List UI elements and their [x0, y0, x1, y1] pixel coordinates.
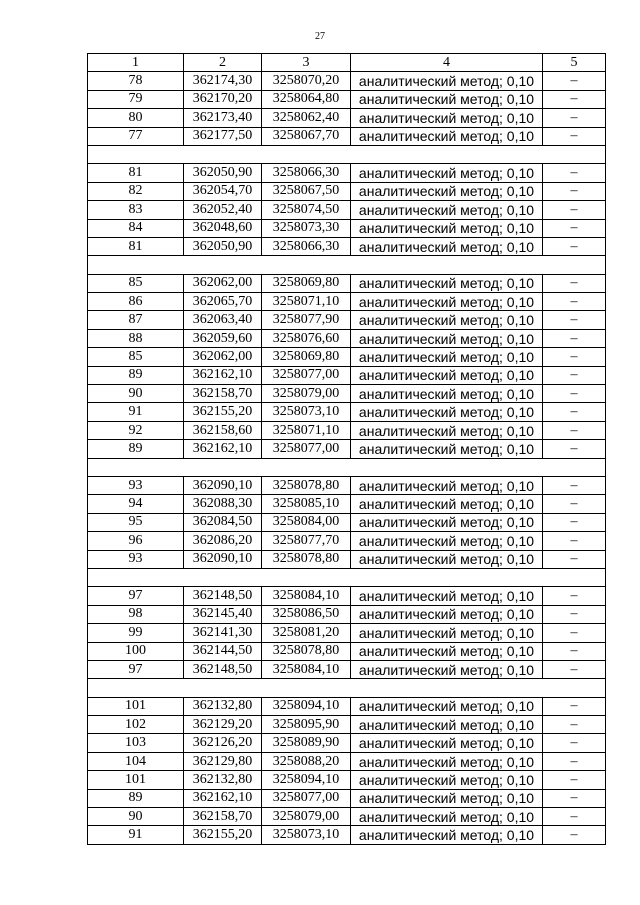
point-number-cell: 85 — [88, 348, 184, 366]
note-cell: – — [543, 697, 606, 715]
y-coordinate-cell: 3258066,30 — [262, 237, 351, 255]
point-number-cell: 97 — [88, 587, 184, 605]
page-number: 27 — [315, 31, 325, 42]
table-row — [88, 72, 606, 90]
method-cell: аналитический метод; 0,10 — [351, 808, 543, 826]
table-row — [88, 771, 606, 789]
point-number-cell: 84 — [88, 219, 184, 237]
y-coordinate-cell: 3258071,10 — [262, 421, 351, 439]
method-cell: аналитический метод; 0,10 — [351, 348, 543, 366]
y-coordinate-cell: 3258078,80 — [262, 476, 351, 494]
y-coordinate-cell: 3258094,10 — [262, 771, 351, 789]
y-coordinate-cell: 3258078,80 — [262, 642, 351, 660]
table-row — [88, 385, 606, 403]
x-coordinate-cell: 362141,30 — [184, 624, 262, 642]
point-number-cell: 80 — [88, 109, 184, 127]
x-coordinate-cell: 362052,40 — [184, 201, 262, 219]
table-row — [88, 734, 606, 752]
point-number-cell: 101 — [88, 771, 184, 789]
group-separator-row — [88, 568, 606, 586]
separator-cell — [88, 458, 606, 476]
method-cell: аналитический метод; 0,10 — [351, 752, 543, 770]
table-row — [88, 90, 606, 108]
x-coordinate-cell: 362063,40 — [184, 311, 262, 329]
point-number-cell: 89 — [88, 440, 184, 458]
note-cell: – — [543, 274, 606, 292]
note-cell: – — [543, 605, 606, 623]
x-coordinate-cell: 362158,60 — [184, 421, 262, 439]
table-row — [88, 403, 606, 421]
method-cell: аналитический метод; 0,10 — [351, 90, 543, 108]
y-coordinate-cell: 3258084,10 — [262, 660, 351, 678]
method-cell: аналитический метод; 0,10 — [351, 532, 543, 550]
point-number-cell: 103 — [88, 734, 184, 752]
x-coordinate-cell: 362148,50 — [184, 587, 262, 605]
x-coordinate-cell: 362162,10 — [184, 366, 262, 384]
table-row — [88, 274, 606, 292]
note-cell: – — [543, 237, 606, 255]
x-coordinate-cell: 362132,80 — [184, 771, 262, 789]
method-cell: аналитический метод; 0,10 — [351, 72, 543, 90]
method-cell: аналитический метод; 0,10 — [351, 734, 543, 752]
x-coordinate-cell: 362170,20 — [184, 90, 262, 108]
group-separator-row — [88, 256, 606, 274]
note-cell: – — [543, 201, 606, 219]
x-coordinate-cell: 362162,10 — [184, 440, 262, 458]
table-row — [88, 532, 606, 550]
point-number-cell: 85 — [88, 274, 184, 292]
note-cell: – — [543, 311, 606, 329]
note-cell: – — [543, 771, 606, 789]
point-number-cell: 96 — [88, 532, 184, 550]
method-cell: аналитический метод; 0,10 — [351, 219, 543, 237]
y-coordinate-cell: 3258086,50 — [262, 605, 351, 623]
x-coordinate-cell: 362173,40 — [184, 109, 262, 127]
point-number-cell: 77 — [88, 127, 184, 145]
x-coordinate-cell: 362174,30 — [184, 72, 262, 90]
method-cell: аналитический метод; 0,10 — [351, 311, 543, 329]
y-coordinate-cell: 3258095,90 — [262, 716, 351, 734]
point-number-cell: 94 — [88, 495, 184, 513]
method-cell: аналитический метод; 0,10 — [351, 697, 543, 715]
method-cell: аналитический метод; 0,10 — [351, 513, 543, 531]
point-number-cell: 101 — [88, 697, 184, 715]
table-row — [88, 293, 606, 311]
y-coordinate-cell: 3258085,10 — [262, 495, 351, 513]
y-coordinate-cell: 3258084,10 — [262, 587, 351, 605]
method-cell: аналитический метод; 0,10 — [351, 789, 543, 807]
method-cell: аналитический метод; 0,10 — [351, 642, 543, 660]
table-row — [88, 587, 606, 605]
table-row — [88, 660, 606, 678]
y-coordinate-cell: 3258070,20 — [262, 72, 351, 90]
y-coordinate-cell: 3258062,40 — [262, 109, 351, 127]
method-cell: аналитический метод; 0,10 — [351, 476, 543, 494]
y-coordinate-cell: 3258077,00 — [262, 789, 351, 807]
note-cell: – — [543, 127, 606, 145]
y-coordinate-cell: 3258078,80 — [262, 550, 351, 568]
note-cell: – — [543, 164, 606, 182]
y-coordinate-cell: 3258077,70 — [262, 532, 351, 550]
note-cell: – — [543, 826, 606, 844]
y-coordinate-cell: 3258076,60 — [262, 329, 351, 347]
x-coordinate-cell: 362132,80 — [184, 697, 262, 715]
point-number-cell: 86 — [88, 293, 184, 311]
separator-cell — [88, 568, 606, 586]
method-cell: аналитический метод; 0,10 — [351, 403, 543, 421]
method-cell: аналитический метод; 0,10 — [351, 587, 543, 605]
note-cell: – — [543, 532, 606, 550]
y-coordinate-cell: 3258079,00 — [262, 808, 351, 826]
method-cell: аналитический метод; 0,10 — [351, 366, 543, 384]
method-cell: аналитический метод; 0,10 — [351, 274, 543, 292]
x-coordinate-cell: 362158,70 — [184, 385, 262, 403]
y-coordinate-cell: 3258081,20 — [262, 624, 351, 642]
table-row — [88, 237, 606, 255]
note-cell: – — [543, 587, 606, 605]
x-coordinate-cell: 362090,10 — [184, 476, 262, 494]
method-cell: аналитический метод; 0,10 — [351, 164, 543, 182]
method-cell: аналитический метод; 0,10 — [351, 329, 543, 347]
note-cell: – — [543, 219, 606, 237]
table-row — [88, 826, 606, 844]
group-separator-row — [88, 679, 606, 697]
point-number-cell: 89 — [88, 366, 184, 384]
x-coordinate-cell: 362050,90 — [184, 237, 262, 255]
note-cell: – — [543, 550, 606, 568]
note-cell: – — [543, 808, 606, 826]
point-number-cell: 98 — [88, 605, 184, 623]
point-number-cell: 91 — [88, 403, 184, 421]
point-number-cell: 90 — [88, 385, 184, 403]
note-cell: – — [543, 109, 606, 127]
y-coordinate-cell: 3258064,80 — [262, 90, 351, 108]
note-cell: – — [543, 329, 606, 347]
table-row — [88, 182, 606, 200]
column-header: 1 — [88, 54, 184, 72]
x-coordinate-cell: 362129,20 — [184, 716, 262, 734]
method-cell: аналитический метод; 0,10 — [351, 440, 543, 458]
point-number-cell: 78 — [88, 72, 184, 90]
point-number-cell: 93 — [88, 476, 184, 494]
y-coordinate-cell: 3258067,70 — [262, 127, 351, 145]
table-row — [88, 550, 606, 568]
x-coordinate-cell: 362050,90 — [184, 164, 262, 182]
method-cell: аналитический метод; 0,10 — [351, 495, 543, 513]
x-coordinate-cell: 362126,20 — [184, 734, 262, 752]
x-coordinate-cell: 362062,00 — [184, 348, 262, 366]
y-coordinate-cell: 3258067,50 — [262, 182, 351, 200]
method-cell: аналитический метод; 0,10 — [351, 550, 543, 568]
point-number-cell: 104 — [88, 752, 184, 770]
method-cell: аналитический метод; 0,10 — [351, 385, 543, 403]
method-cell: аналитический метод; 0,10 — [351, 605, 543, 623]
x-coordinate-cell: 362048,60 — [184, 219, 262, 237]
column-header: 2 — [184, 54, 262, 72]
x-coordinate-cell: 362086,20 — [184, 532, 262, 550]
table-row — [88, 109, 606, 127]
table-row — [88, 697, 606, 715]
point-number-cell: 99 — [88, 624, 184, 642]
y-coordinate-cell: 3258077,00 — [262, 366, 351, 384]
x-coordinate-cell: 362155,20 — [184, 403, 262, 421]
x-coordinate-cell: 362084,50 — [184, 513, 262, 531]
separator-cell — [88, 256, 606, 274]
table-row — [88, 624, 606, 642]
note-cell: – — [543, 90, 606, 108]
x-coordinate-cell: 362062,00 — [184, 274, 262, 292]
y-coordinate-cell: 3258073,10 — [262, 826, 351, 844]
method-cell: аналитический метод; 0,10 — [351, 182, 543, 200]
note-cell: – — [543, 182, 606, 200]
table-row — [88, 476, 606, 494]
y-coordinate-cell: 3258084,00 — [262, 513, 351, 531]
note-cell: – — [543, 72, 606, 90]
note-cell: – — [543, 403, 606, 421]
table-row — [88, 329, 606, 347]
note-cell: – — [543, 421, 606, 439]
method-cell: аналитический метод; 0,10 — [351, 660, 543, 678]
y-coordinate-cell: 3258077,00 — [262, 440, 351, 458]
coordinates-table — [87, 53, 606, 845]
note-cell: – — [543, 716, 606, 734]
x-coordinate-cell: 362065,70 — [184, 293, 262, 311]
method-cell: аналитический метод; 0,10 — [351, 201, 543, 219]
y-coordinate-cell: 3258094,10 — [262, 697, 351, 715]
note-cell: – — [543, 495, 606, 513]
x-coordinate-cell: 362090,10 — [184, 550, 262, 568]
table-body — [88, 72, 606, 844]
table-row — [88, 348, 606, 366]
x-coordinate-cell: 362088,30 — [184, 495, 262, 513]
point-number-cell: 81 — [88, 164, 184, 182]
point-number-cell: 89 — [88, 789, 184, 807]
y-coordinate-cell: 3258069,80 — [262, 274, 351, 292]
x-coordinate-cell: 362145,40 — [184, 605, 262, 623]
x-coordinate-cell: 362177,50 — [184, 127, 262, 145]
method-cell: аналитический метод; 0,10 — [351, 624, 543, 642]
table-row — [88, 808, 606, 826]
x-coordinate-cell: 362162,10 — [184, 789, 262, 807]
x-coordinate-cell: 362148,50 — [184, 660, 262, 678]
note-cell: – — [543, 476, 606, 494]
method-cell: аналитический метод; 0,10 — [351, 237, 543, 255]
x-coordinate-cell: 362144,50 — [184, 642, 262, 660]
point-number-cell: 87 — [88, 311, 184, 329]
point-number-cell: 83 — [88, 201, 184, 219]
group-separator-row — [88, 458, 606, 476]
y-coordinate-cell: 3258073,10 — [262, 403, 351, 421]
method-cell: аналитический метод; 0,10 — [351, 771, 543, 789]
table-row — [88, 201, 606, 219]
point-number-cell: 79 — [88, 90, 184, 108]
note-cell: – — [543, 385, 606, 403]
group-separator-row — [88, 145, 606, 163]
point-number-cell: 95 — [88, 513, 184, 531]
point-number-cell: 97 — [88, 660, 184, 678]
point-number-cell: 100 — [88, 642, 184, 660]
y-coordinate-cell: 3258088,20 — [262, 752, 351, 770]
separator-cell — [88, 145, 606, 163]
point-number-cell: 91 — [88, 826, 184, 844]
table-row — [88, 605, 606, 623]
column-header: 5 — [543, 54, 606, 72]
note-cell: – — [543, 513, 606, 531]
table-row — [88, 366, 606, 384]
x-coordinate-cell: 362155,20 — [184, 826, 262, 844]
x-coordinate-cell: 362129,80 — [184, 752, 262, 770]
table-row — [88, 164, 606, 182]
method-cell: аналитический метод; 0,10 — [351, 293, 543, 311]
y-coordinate-cell: 3258073,30 — [262, 219, 351, 237]
table-row — [88, 127, 606, 145]
note-cell: – — [543, 624, 606, 642]
note-cell: – — [543, 440, 606, 458]
method-cell: аналитический метод; 0,10 — [351, 826, 543, 844]
method-cell: аналитический метод; 0,10 — [351, 109, 543, 127]
table-row — [88, 495, 606, 513]
table-row — [88, 752, 606, 770]
point-number-cell: 82 — [88, 182, 184, 200]
column-header: 3 — [262, 54, 351, 72]
table-row — [88, 440, 606, 458]
y-coordinate-cell: 3258077,90 — [262, 311, 351, 329]
point-number-cell: 88 — [88, 329, 184, 347]
note-cell: – — [543, 642, 606, 660]
point-number-cell: 81 — [88, 237, 184, 255]
note-cell: – — [543, 734, 606, 752]
y-coordinate-cell: 3258089,90 — [262, 734, 351, 752]
y-coordinate-cell: 3258074,50 — [262, 201, 351, 219]
note-cell: – — [543, 348, 606, 366]
method-cell: аналитический метод; 0,10 — [351, 716, 543, 734]
point-number-cell: 90 — [88, 808, 184, 826]
column-header: 4 — [351, 54, 543, 72]
y-coordinate-cell: 3258079,00 — [262, 385, 351, 403]
table-row — [88, 642, 606, 660]
table-row — [88, 513, 606, 531]
x-coordinate-cell: 362059,60 — [184, 329, 262, 347]
x-coordinate-cell: 362054,70 — [184, 182, 262, 200]
method-cell: аналитический метод; 0,10 — [351, 127, 543, 145]
note-cell: – — [543, 789, 606, 807]
table-row — [88, 421, 606, 439]
point-number-cell: 93 — [88, 550, 184, 568]
point-number-cell: 92 — [88, 421, 184, 439]
table-row — [88, 716, 606, 734]
note-cell: – — [543, 366, 606, 384]
y-coordinate-cell: 3258066,30 — [262, 164, 351, 182]
separator-cell — [88, 679, 606, 697]
note-cell: – — [543, 752, 606, 770]
y-coordinate-cell: 3258069,80 — [262, 348, 351, 366]
table-header-row — [88, 54, 606, 72]
note-cell: – — [543, 293, 606, 311]
table-row — [88, 311, 606, 329]
y-coordinate-cell: 3258071,10 — [262, 293, 351, 311]
table-row — [88, 219, 606, 237]
table-row — [88, 789, 606, 807]
note-cell: – — [543, 660, 606, 678]
point-number-cell: 102 — [88, 716, 184, 734]
method-cell: аналитический метод; 0,10 — [351, 421, 543, 439]
x-coordinate-cell: 362158,70 — [184, 808, 262, 826]
